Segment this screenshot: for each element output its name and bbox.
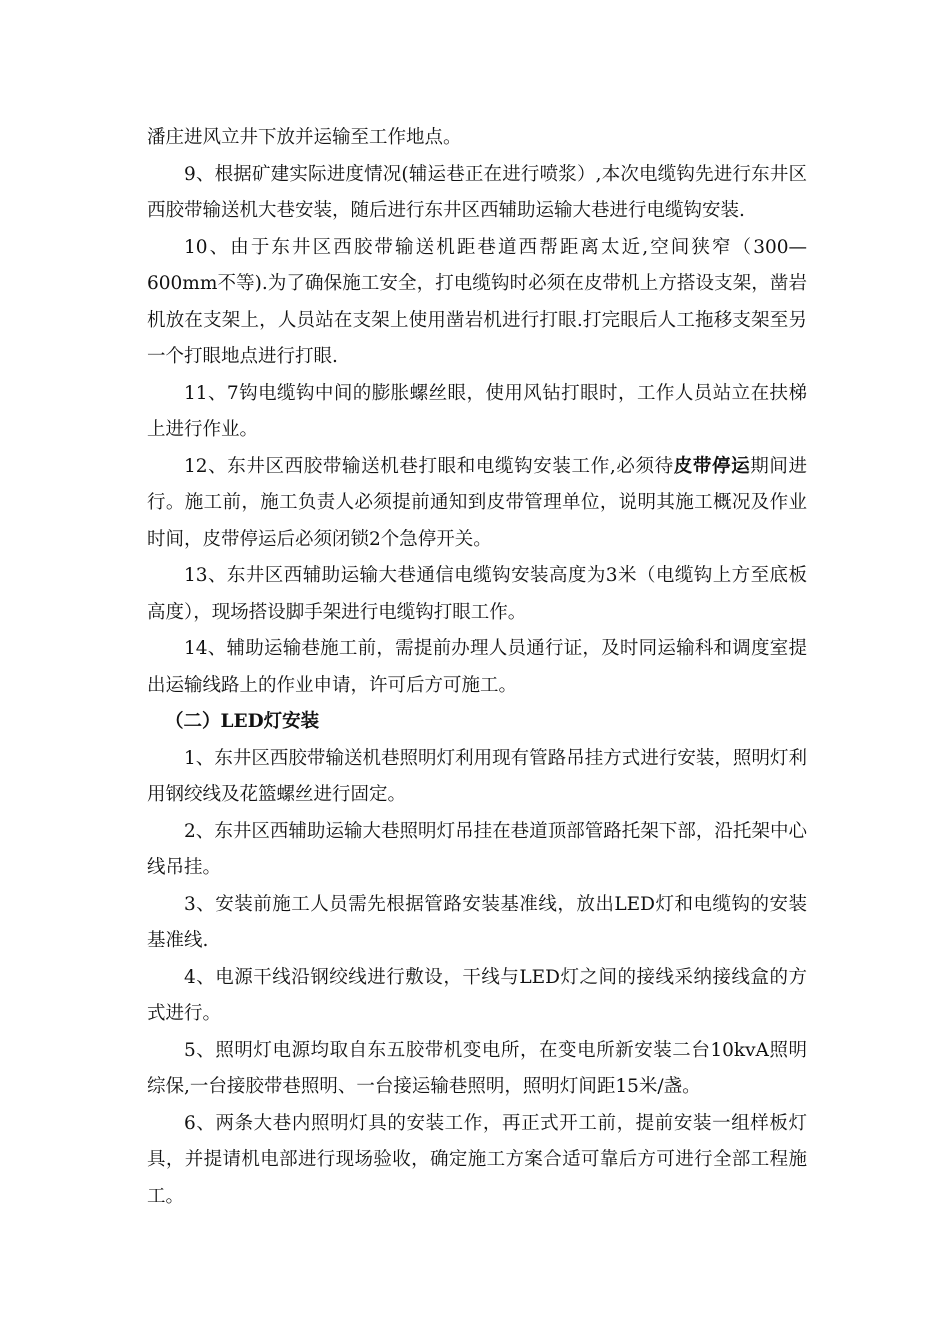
led-item-6: 6、两条大巷内照明灯具的安装工作，再正式开工前，提前安装一组样板灯具，并提请机电部进行现场验收，确定施工方案合适可靠后方可进行全部工程施工。 <box>147 1112 807 1207</box>
led-item-3: 3、安装前施工人员需先根据管路安装基准线，放出LED灯和电缆钩的安装基准线. <box>147 893 807 951</box>
paragraph-item-12-after: 期间进行。施工前，施工负责人必须提前通知到皮带管理单位，说明其施工概况及作业时间，皮带停运后必须闭锁2个急停开关。 <box>147 455 807 550</box>
led-item-2: 2、东井区西辅助运输大巷照明灯吊挂在巷道顶部管路托架下部，沿托架中心线吊挂。 <box>147 820 807 878</box>
paragraph-item-9: 9、根据矿建实际进度情况(辅运巷正在进行喷浆）,本次电缆钩先进行东井区西胶带输送机大巷安装，随后进行东井区西辅助运输大巷进行电缆钩安装. <box>147 163 807 221</box>
led-item-1: 1、东井区西胶带输送机巷照明灯利用现有管路吊挂方式进行安装，照明灯利用钢绞线及花篮螺丝进行固定。 <box>147 747 807 805</box>
led-item-4: 4、电源干线沿钢绞线进行敷设，干线与LED灯之间的接线采纳接线盒的方式进行。 <box>147 966 807 1024</box>
section-heading: （二）LED灯安装 <box>165 711 320 732</box>
paragraph-item-13: 13、东井区西辅助运输大巷通信电缆钩安装高度为3米（电缆钩上方至底板高度），现场搭设脚手架进行电缆钩打眼工作。 <box>147 565 807 623</box>
paragraph-continuation: 潘庄进风立井下放并运输至工作地点。 <box>147 127 462 148</box>
paragraph-item-11: 11、7钩电缆钩中间的膨胀螺丝眼，使用风钻打眼时，工作人员站立在扶梯上进行作业。 <box>147 382 807 440</box>
paragraph-item-10: 10、由于东井区西胶带输送机距巷道西帮距离太近,空间狭窄（300—600mm不等).为了确保施工安全，打电缆钩时必须在皮带机上方搭设支架，凿岩机放在支架上，人员站在支架上使用凿岩机进行打眼.打完眼后人工拖移支架至另一个打眼地点进行打眼. <box>147 236 807 367</box>
paragraph-item-12-emphasis: 皮带停运 <box>673 455 751 477</box>
paragraph-item-12-before: 12、东井区西胶带输送机巷打眼和电缆钩安装工作,必须待 <box>184 455 674 477</box>
document-body <box>147 120 807 1215</box>
led-item-5: 5、照明灯电源均取自东五胶带机变电所，在变电所新安装二台10kvA照明综保,一台接胶带巷照明、一台接运输巷照明，照明灯间距15米/盏。 <box>147 1039 807 1097</box>
paragraph-item-14: 14、辅助运输巷施工前，需提前办理人员通行证，及时同运输科和调度室提出运输线路上的作业申请，许可后方可施工。 <box>147 638 807 696</box>
paragraph-item-12 <box>147 449 807 559</box>
